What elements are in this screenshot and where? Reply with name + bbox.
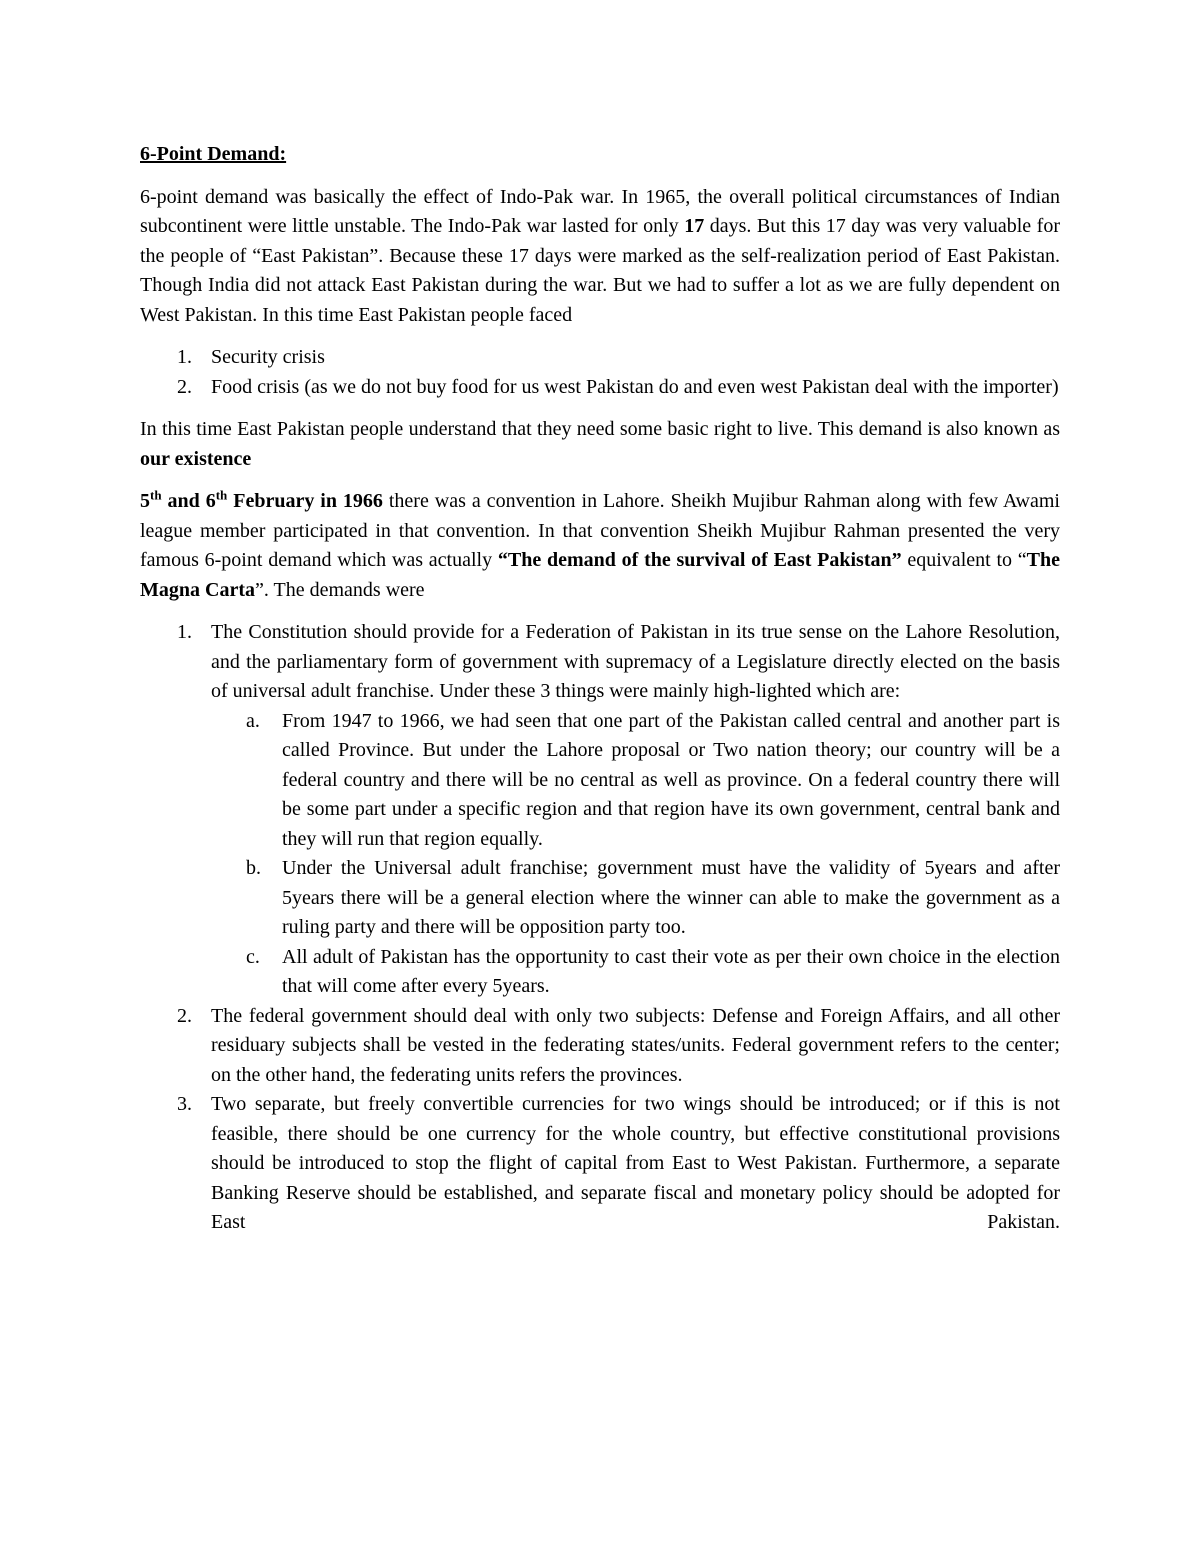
intro-paragraph [140, 183, 1060, 331]
list-item-text: Food crisis (as we do not buy food for us west Pakistan do and even west Pakistan deal with the importer) [211, 375, 1059, 398]
list-item [140, 618, 1060, 1002]
list-number: 3. [177, 1093, 192, 1115]
convention-paragraph [140, 487, 1060, 605]
list-item-text: Security crisis [211, 346, 325, 368]
existence-bold: our existence [140, 447, 252, 470]
sub-list-item [211, 854, 1060, 943]
list-number: 2. [177, 375, 192, 398]
convention-text-2: equivalent to “ [901, 549, 1027, 571]
sub-list-letter: a. [246, 709, 260, 732]
list-item-text: The federal government should deal with only two subjects: Defense and Foreign Affairs, and all other residuary subjects shall be vested in the federating states/units. Federal government refers to the center; on the other hand, the federating units refers the provinces. [211, 1004, 1060, 1086]
sub-list-item [211, 707, 1060, 855]
list-item-text: The Constitution should provide for a Federation of Pakistan in its true sense on the Lahore Resolution, and the parliamentary form of government with supremacy of a Legislature directly elected on the basis of universal adult franchise. Under these 3 things were mainly high-lighted which are: [211, 621, 1060, 702]
convention-bold-survival: “The demand of the survival of East Pakistan” [497, 549, 902, 571]
demands-list [140, 618, 1060, 1238]
list-number: 2. [177, 1004, 192, 1027]
crisis-list [140, 343, 1060, 402]
sub-list-letter: b. [246, 857, 261, 879]
list-number: 1. [177, 621, 192, 643]
intro-text-2: days. But this 17 day was very valuable for the people of “East Pakistan”. Because these 17 days were marked as the self-realization period of East Pakistan. Though India did not attack East Pakistan during the war. But we had to suffer a lot as we are fully dependent on West Pakistan. In this time East Pakistan people faced [140, 215, 1060, 326]
section-heading: 6-Point Demand: [140, 143, 287, 165]
convention-bold-magna: The Magna Carta [140, 549, 1060, 601]
convention-text-1: there was a convention in Lahore. Sheikh Mujibur Rahman along with few Awami league member participated in that convention. In that convention Sheikh Mujibur Rahman presented the very famous 6-point demand which was actually [140, 490, 1060, 571]
document-page [140, 140, 1060, 1251]
convention-date: 5th and 6th February in 1966 [140, 487, 383, 512]
list-item-text: Two separate, but freely convertible currencies for two wings should be introduced; or if this is not feasible, there should be one currency for the whole country, but effective constitutional provisions should be introduced to stop the flight of capital from East to West Pakistan. Furthermore, a separate Banking Reserve should be established, and separate fiscal and monetary policy should be adopted for East Pakistan. [211, 1093, 1060, 1233]
intro-text-1: 6-point demand was basically the effect of Indo-Pak war. In 1965, the overall political circumstances of Indian subcontinent were little unstable. The Indo-Pak war lasted for only [140, 185, 1060, 237]
intro-bold-17: 17 [684, 215, 705, 237]
sub-list-item-text: All adult of Pakistan has the opportunity to cast their vote as per their own choice in the election that will come after every 5years. [282, 945, 1060, 997]
existence-paragraph [140, 415, 1060, 474]
list-item [140, 1002, 1060, 1091]
convention-text-3: ”. The demands were [254, 578, 425, 601]
sub-list-item-text: Under the Universal adult franchise; government must have the validity of 5years and after 5years there will be a general election where the winner can able to make the government as a ruling party and there will be opposition party too. [282, 857, 1060, 938]
sub-list [211, 707, 1060, 1002]
sub-list-letter: c. [246, 945, 260, 968]
list-item [140, 373, 1060, 403]
list-item [140, 1090, 1060, 1238]
sub-list-item-text: From 1947 to 1966, we had seen that one part of the Pakistan called central and another part is called Province. But under the Lahore proposal or Two nation theory; our country will be a federal country and there will be no central as well as province. On a federal country there will be some part under a specific region and that region have its own government, central bank and they will run that region equally. [282, 709, 1060, 850]
existence-text: In this time East Pakistan people understand that they need some basic right to live. This demand is also known as [140, 418, 1060, 440]
list-item [140, 343, 1060, 373]
list-number: 1. [177, 346, 192, 368]
sub-list-item [211, 943, 1060, 1002]
